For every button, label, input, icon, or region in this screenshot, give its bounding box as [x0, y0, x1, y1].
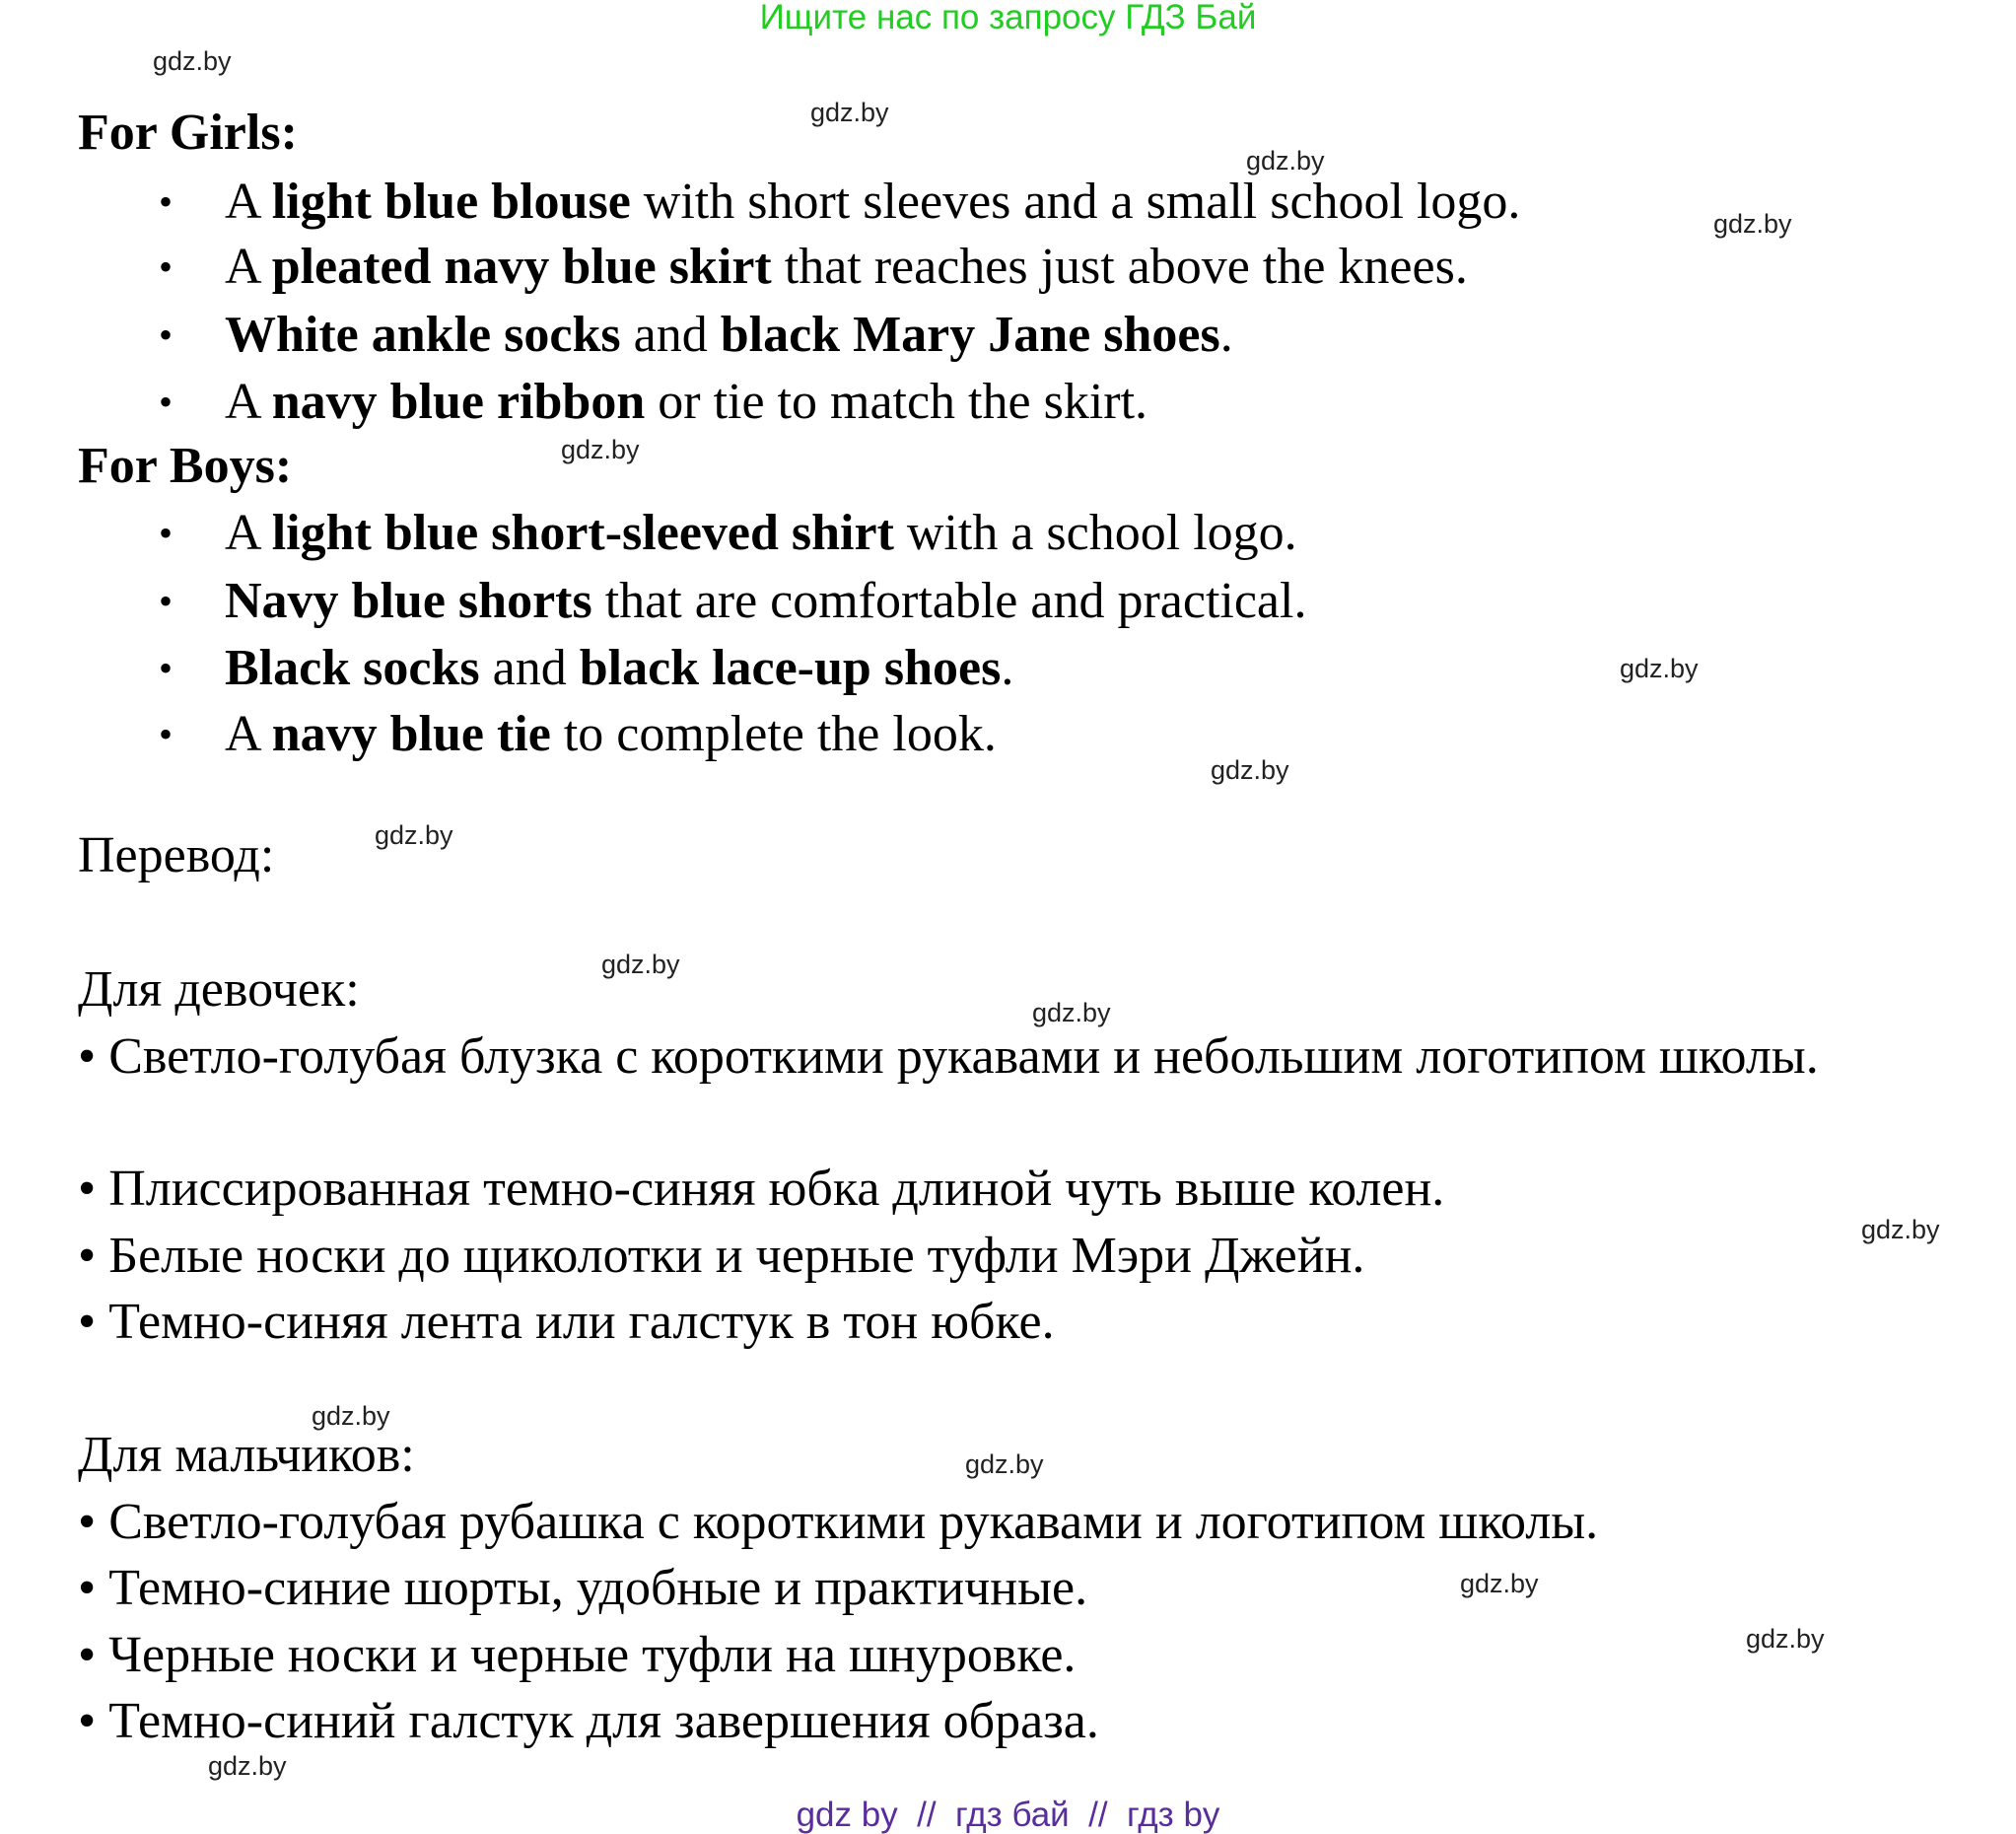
girls-item-ru-2: • Плиссированная темно-синяя юбка длиной чуть выше колен. — [78, 1161, 1445, 1217]
bullet-icon: • — [159, 245, 174, 289]
footer-links: gdz by // гдз бай // гдз by — [796, 1796, 1220, 1834]
boys-item-ru-4: • Темно-синий галстук для завершения образа. — [78, 1693, 1099, 1749]
boys-item-ru-1: • Светло-голубая рубашка с короткими рукавами и логотипом школы. — [78, 1494, 1599, 1550]
girls-item-ru-4: • Темно-синяя лента или галстук в тон юбке. — [78, 1294, 1055, 1350]
text-segment: that are comfortable and practical. — [591, 573, 1307, 629]
girls-heading: For Girls: — [78, 105, 298, 161]
text-segment: A — [225, 174, 272, 230]
boys-heading: For Boys: — [78, 438, 293, 494]
watermark: gdz.by — [1861, 1215, 1940, 1244]
girls-item-1 — [225, 169, 1520, 236]
girls-heading-ru: Для девочек: — [78, 961, 360, 1018]
boys-item-1 — [225, 500, 1297, 567]
bold-phrase: Navy blue shorts — [225, 573, 592, 629]
bold-phrase: black Mary Jane shoes — [720, 307, 1220, 363]
bold-phrase: light blue short-sleeved shirt — [271, 505, 894, 561]
bold-phrase: navy blue ribbon — [271, 374, 646, 430]
text-segment: or tie to match the skirt. — [645, 374, 1148, 430]
watermark: gdz.by — [1713, 209, 1792, 239]
boys-item-2 — [225, 568, 1306, 635]
watermark: gdz.by — [153, 46, 232, 76]
bullet-icon: • — [159, 179, 174, 224]
bold-phrase: navy blue tie — [271, 706, 551, 762]
girls-item-ru-3: • Белые носки до щиколотки и черные туфли Мэри Джейн. — [78, 1228, 1365, 1284]
watermark: gdz.by — [375, 820, 453, 850]
watermark: gdz.by — [1246, 146, 1325, 176]
girls-item-2 — [225, 234, 1468, 301]
boys-heading-ru: Для мальчиков: — [78, 1427, 415, 1483]
text-segment: . — [1219, 307, 1233, 363]
bullet-icon: • — [159, 712, 174, 756]
watermark: gdz.by — [561, 435, 640, 464]
bold-phrase: White ankle socks — [225, 307, 621, 363]
text-segment: A — [225, 505, 272, 561]
top-banner: Ищите нас по запросу ГДЗ Бай — [759, 0, 1257, 36]
bold-phrase: light blue blouse — [271, 174, 631, 230]
text-segment: to complete the look. — [550, 706, 997, 762]
bullet-icon: • — [159, 646, 174, 690]
boys-item-ru-3: • Черные носки и черные туфли на шнуровке. — [78, 1627, 1077, 1683]
text-segment: A — [225, 239, 272, 295]
watermark: gdz.by — [208, 1751, 287, 1781]
boys-item-3 — [225, 635, 1013, 702]
watermark: gdz.by — [1620, 654, 1699, 683]
boys-item-4 — [225, 701, 997, 768]
text-segment: with a school logo. — [893, 505, 1297, 561]
bullet-icon: • — [159, 579, 174, 623]
watermark: gdz.by — [1211, 755, 1289, 785]
text-segment: that reaches just above the knees. — [771, 239, 1468, 295]
bullet-icon: • — [159, 380, 174, 424]
bold-phrase: Black socks — [225, 640, 480, 696]
bullet-icon: • — [159, 313, 174, 357]
watermark: gdz.by — [1746, 1624, 1825, 1654]
text-segment: with short sleeves and a small school logo. — [630, 174, 1521, 230]
text-segment: A — [225, 706, 272, 762]
bullet-icon: • — [159, 511, 174, 555]
text-segment: A — [225, 374, 272, 430]
girls-item-3 — [225, 302, 1233, 369]
bold-phrase: pleated navy blue skirt — [271, 239, 772, 295]
watermark: gdz.by — [810, 98, 889, 127]
girls-item-4 — [225, 369, 1147, 436]
text-segment: and — [620, 307, 721, 363]
watermark: gdz.by — [1460, 1569, 1539, 1598]
watermark: gdz.by — [965, 1449, 1044, 1479]
watermark: gdz.by — [601, 950, 680, 979]
watermark: gdz.by — [1032, 998, 1111, 1027]
bold-phrase: black lace-up shoes — [579, 640, 1002, 696]
boys-item-ru-2: • Темно-синие шорты, удобные и практичные. — [78, 1560, 1088, 1616]
text-segment: . — [1001, 640, 1014, 696]
girls-item-ru-1: • Светло-голубая блузка с короткими рукавами и небольшим логотипом школы. — [78, 1028, 1819, 1085]
text-segment: and — [479, 640, 580, 696]
watermark: gdz.by — [312, 1401, 390, 1431]
translation-label: Перевод: — [78, 827, 275, 883]
